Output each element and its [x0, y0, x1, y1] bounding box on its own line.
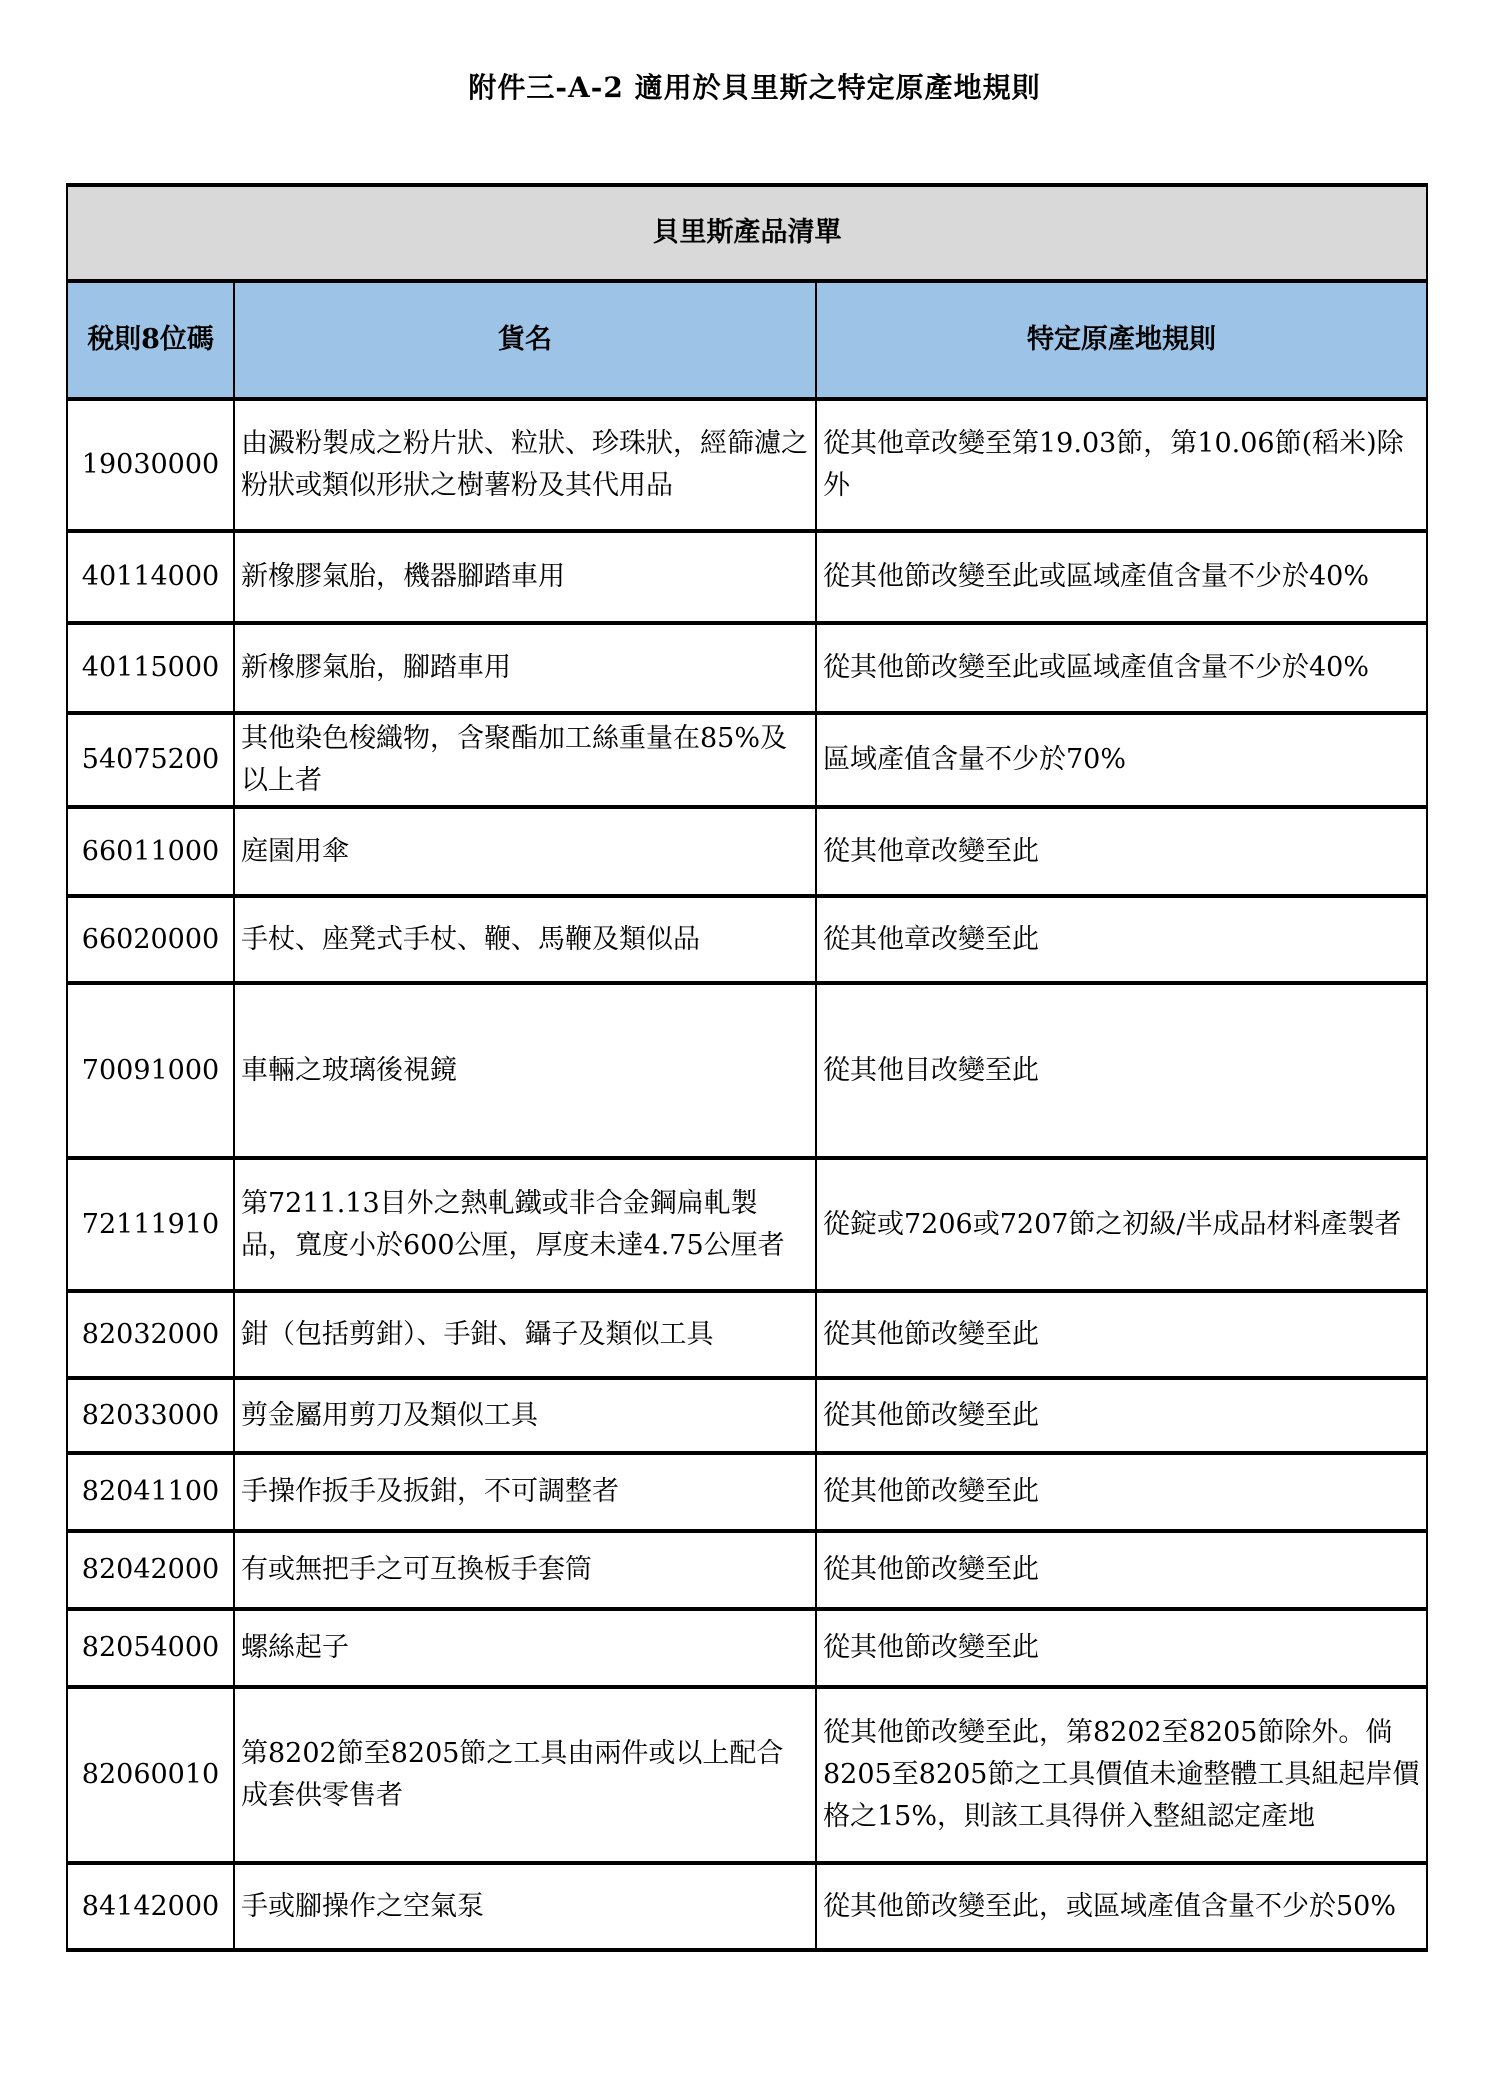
origin-rule-cell: 區域產值含量不少於70% [816, 713, 1427, 807]
table-row [67, 1158, 1427, 1291]
table-row [67, 1453, 1427, 1531]
table-row [67, 896, 1427, 983]
goods-name-cell: 手操作扳手及扳鉗，不可調整者 [234, 1453, 816, 1531]
goods-name-cell: 新橡膠氣胎，機器腳踏車用 [234, 531, 816, 623]
origin-rule-cell: 從其他章改變至此 [816, 896, 1427, 983]
header-origin-rule: 特定原產地規則 [816, 281, 1427, 399]
tariff-code-cell: 84142000 [67, 1863, 234, 1950]
document-title: 附件三-A-2 適用於貝里斯之特定原產地規則 [468, 71, 1041, 104]
table-row [67, 1531, 1427, 1609]
table-row [67, 1609, 1427, 1687]
origin-rule-cell: 從其他節改變至此或區域產值含量不少於40% [816, 623, 1427, 713]
table-row [67, 1863, 1427, 1950]
tariff-code-cell: 70091000 [67, 983, 234, 1158]
table-row [67, 399, 1427, 531]
tariff-code-cell: 66020000 [67, 896, 234, 983]
goods-name-cell: 螺絲起子 [234, 1609, 816, 1687]
table-row [67, 623, 1427, 713]
goods-name-cell: 手杖、座凳式手杖、鞭、馬鞭及類似品 [234, 896, 816, 983]
goods-name-cell: 由澱粉製成之粉片狀、粒狀、珍珠狀，經篩濾之粉狀或類似形狀之樹薯粉及其代用品 [234, 399, 816, 531]
origin-rule-cell: 從其他章改變至第19.03節，第10.06節(稻米)除外 [816, 399, 1427, 531]
goods-name-cell: 車輛之玻璃後視鏡 [234, 983, 816, 1158]
origin-rule-cell: 從其他節改變至此 [816, 1291, 1427, 1378]
header-tariff-code: 稅則8位碼 [67, 281, 234, 399]
goods-name-cell: 其他染色梭織物，含聚酯加工絲重量在85%及以上者 [234, 713, 816, 807]
table-row [67, 531, 1427, 623]
goods-name-cell: 第8202節至8205節之工具由兩件或以上配合成套供零售者 [234, 1687, 816, 1863]
header-goods-name: 貨名 [234, 281, 816, 399]
origin-rule-cell: 從其他節改變至此，第8202至8205節除外。倘8205至8205節之工具價值未逾整體工具組起岸價格之15%，則該工具得併入整組認定產地 [816, 1687, 1427, 1863]
origin-rule-cell: 從其他節改變至此，或區域產值含量不少於50% [816, 1863, 1427, 1950]
goods-name-cell: 鉗（包括剪鉗）、手鉗、鑷子及類似工具 [234, 1291, 816, 1378]
goods-name-cell: 第7211.13目外之熱軋鐵或非合金鋼扁軋製品，寬度小於600公厘，厚度未達4.75公厘者 [234, 1158, 816, 1291]
table-row [67, 1291, 1427, 1378]
tariff-code-cell: 72111910 [67, 1158, 234, 1291]
tariff-code-cell: 54075200 [67, 713, 234, 807]
origin-rule-cell: 從其他節改變至此 [816, 1609, 1427, 1687]
origin-rule-cell: 從其他節改變至此或區域產值含量不少於40% [816, 531, 1427, 623]
origin-rule-cell: 從其他節改變至此 [816, 1453, 1427, 1531]
table-row [67, 807, 1427, 896]
table-row [67, 983, 1427, 1158]
goods-name-cell: 有或無把手之可互換板手套筒 [234, 1531, 816, 1609]
goods-name-cell: 剪金屬用剪刀及類似工具 [234, 1378, 816, 1453]
goods-name-cell: 庭園用傘 [234, 807, 816, 896]
tariff-code-cell: 82054000 [67, 1609, 234, 1687]
origin-rule-cell: 從其他節改變至此 [816, 1531, 1427, 1609]
tariff-code-cell: 82033000 [67, 1378, 234, 1453]
rules-table [66, 183, 1428, 1952]
tariff-code-cell: 40115000 [67, 623, 234, 713]
table-header-row [67, 281, 1427, 399]
tariff-code-cell: 82042000 [67, 1531, 234, 1609]
tariff-code-cell: 19030000 [67, 399, 234, 531]
tariff-code-cell: 82032000 [67, 1291, 234, 1378]
table-row [67, 713, 1427, 807]
goods-name-cell: 手或腳操作之空氣泵 [234, 1863, 816, 1950]
tariff-code-cell: 82060010 [67, 1687, 234, 1863]
tariff-code-cell: 40114000 [67, 531, 234, 623]
goods-name-cell: 新橡膠氣胎，腳踏車用 [234, 623, 816, 713]
tariff-code-cell: 82041100 [67, 1453, 234, 1531]
table-banner: 貝里斯產品清單 [67, 185, 1427, 281]
tariff-code-cell: 66011000 [67, 807, 234, 896]
origin-rule-cell: 從其他章改變至此 [816, 807, 1427, 896]
table-row [67, 1687, 1427, 1863]
table-banner-row [67, 185, 1427, 281]
origin-rule-cell: 從其他目改變至此 [816, 983, 1427, 1158]
table-row [67, 1378, 1427, 1453]
origin-rule-cell: 從其他節改變至此 [816, 1378, 1427, 1453]
origin-rule-cell: 從錠或7206或7207節之初級/半成品材料產製者 [816, 1158, 1427, 1291]
